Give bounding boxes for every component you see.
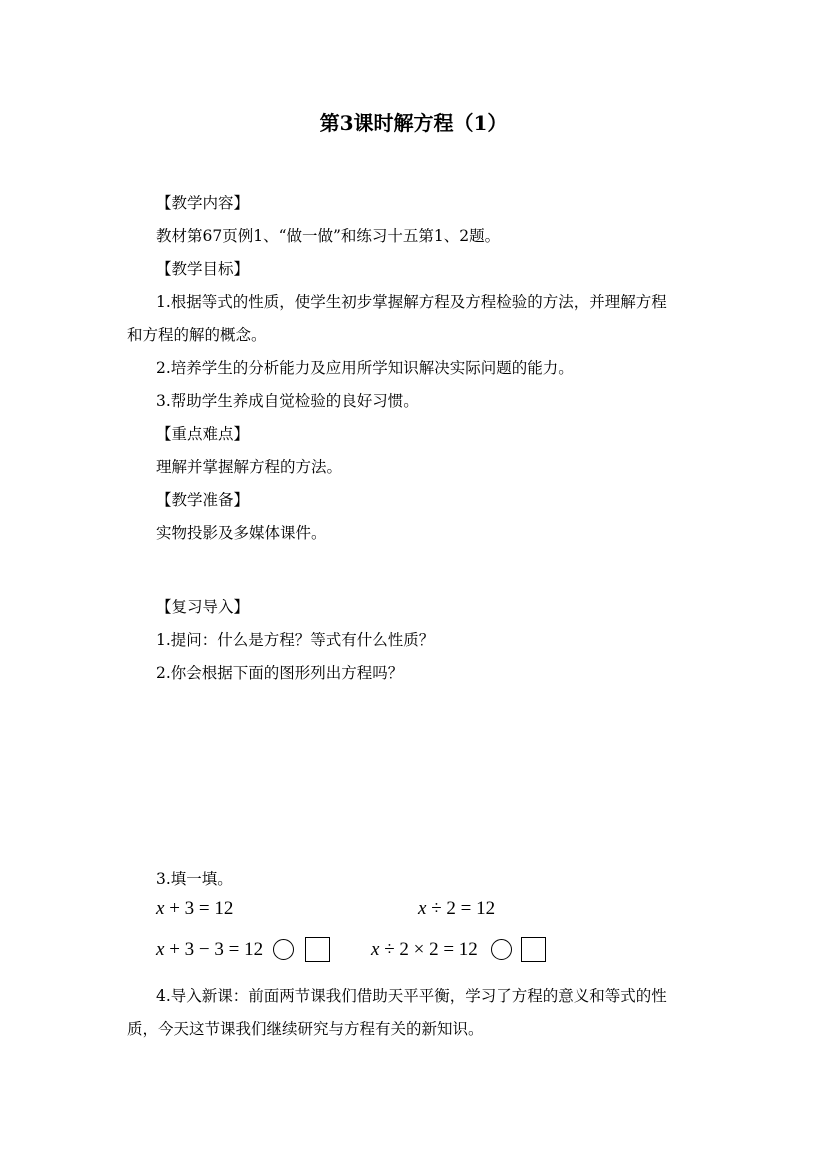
goal-3: 3.帮助学生养成自觉检验的良好习惯。 [156,392,419,410]
key-text: 理解并掌握解方程的方法。 [156,458,343,476]
intro-line-1: 4.导入新课：前面两节课我们借助天平平衡，学习了方程的意义和等式的性 [156,987,667,1005]
review-item-1: 1.提问：什么是方程？等式有什么性质？ [156,631,435,649]
prep-header: 【教学准备】 [156,491,250,509]
equation-1: x + 3 = 12 [156,898,234,919]
content-header: 【教学内容】 [156,194,250,212]
review-item-3: 3.填一填。 [156,870,233,888]
equation-3: x + 3 − 3 = 12 [156,939,264,960]
blank-box-2[interactable] [521,937,546,962]
blank-circle-1[interactable] [273,939,294,960]
equation-4: x ÷ 2 × 2 = 12 [371,939,478,960]
blank-circle-2[interactable] [491,939,512,960]
review-header: 【复习导入】 [156,598,250,616]
equation-2: x ÷ 2 = 12 [418,898,496,919]
blank-box-1[interactable] [305,937,330,962]
intro-line-2: 质，今天这节课我们继续研究与方程有关的新知识。 [127,1020,484,1038]
page-title: 第3课时解方程（1） [319,111,508,135]
goal-1-line-2: 和方程的解的概念。 [127,326,267,344]
goal-1-line-1: 1.根据等式的性质，使学生初步掌握解方程及方程检验的方法，并理解方程 [156,293,667,311]
content-text: 教材第67页例1、“做一做”和练习十五第1、2题。 [156,227,501,245]
prep-text: 实物投影及多媒体课件。 [156,524,327,542]
goals-header: 【教学目标】 [156,260,250,278]
goal-2: 2.培养学生的分析能力及应用所学知识解决实际问题的能力。 [156,359,574,377]
key-header: 【重点难点】 [156,425,250,443]
review-item-2: 2.你会根据下面的图形列出方程吗？ [156,664,404,682]
